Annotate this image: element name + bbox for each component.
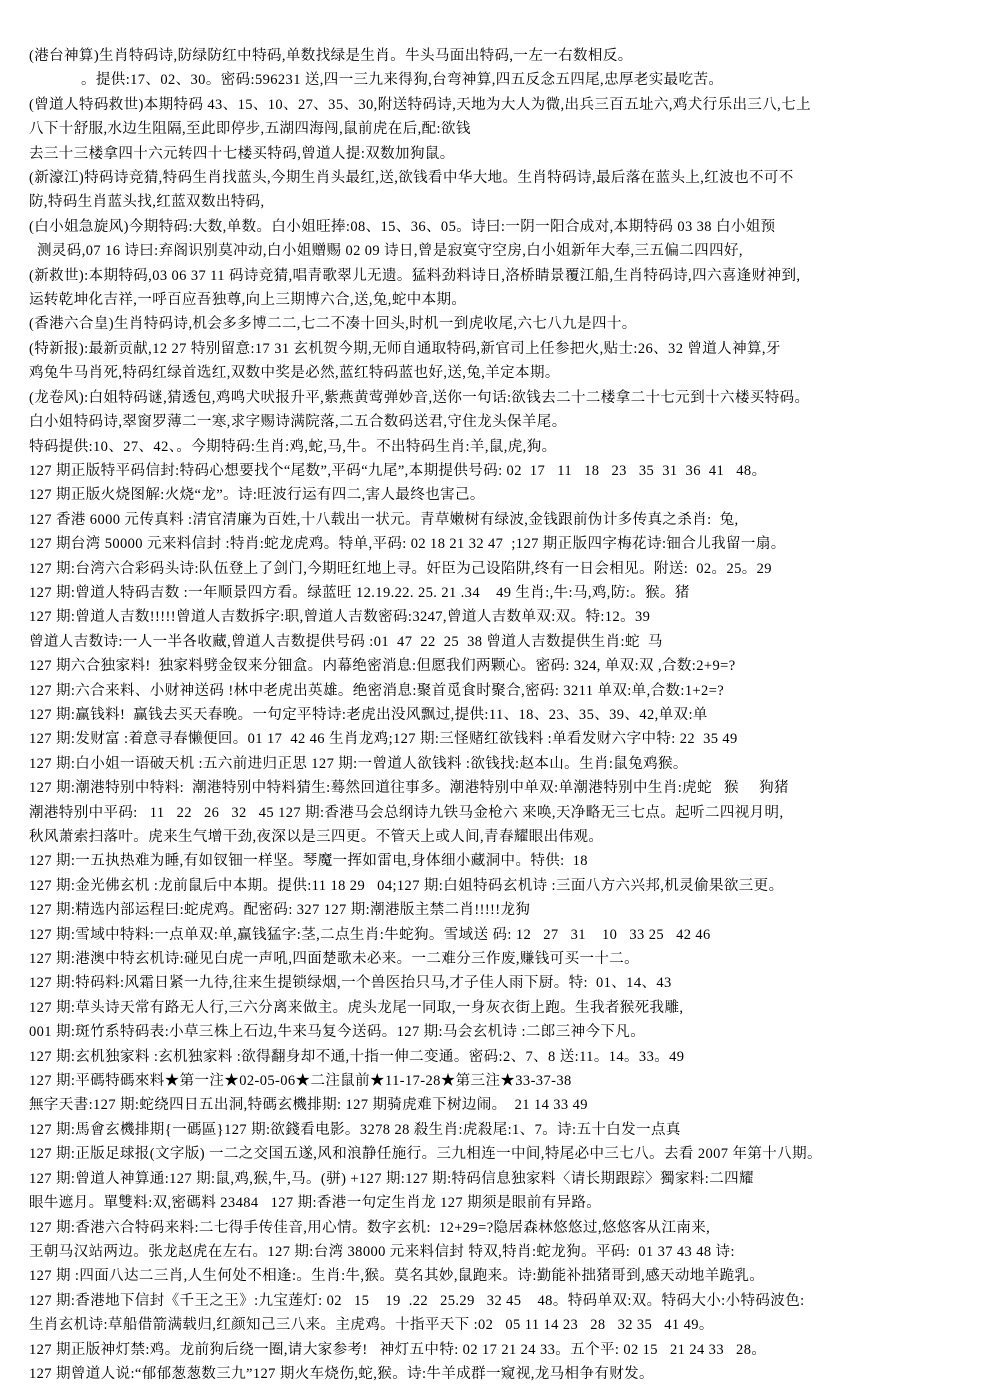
text-line: 测灵码,07 16 诗曰:弃阁识别莫冲动,白小姐赠赐 02 09 诗日,曾是寂寞守空房,白小姐新年大奉,三五偏二四四好,: [37, 243, 743, 260]
text-line: 运转乾坤化吉祥,一呼百应吾独尊,向上三期博六合,送,兔,蛇中本期。: [29, 292, 467, 309]
text-line: 127 期:正版足球报(文字版) 一二之交国五遂,风和浪静任施行。三九相连一中间,特尾必中三七八。去看 2007 年第十八期。: [29, 1146, 822, 1163]
text-line: 127 期台湾 50000 元来料信封 :特肖:蛇龙虎鸡。特单,平码: 02 18 21 32 47 ;127 期正版四字梅花诗:钿合儿我留一扇。: [29, 536, 786, 553]
text-line: 127 期:金光佛玄机 :龙前鼠后中本期。提供:11 18 29 04;127 期:白姐特码玄机诗 :三面八方六兴邦,机灵偷果欲三更。: [29, 877, 784, 894]
text-line: 去三十三楼拿四十六元转四十七楼买特码,曾道人提:双数加狗鼠。: [29, 145, 455, 162]
document-body: [29, 44, 988, 1386]
text-line: 127 期六合独家料! 独家料劈金钗来分钿盒。内幕绝密消息:但愿我们两颗心。密码: 324, 单双:双 ,合数:2+9=?: [29, 658, 736, 675]
text-line: (白小姐急旋风)今期特码:大数,单数。白小姐旺捧:08、15、36、05。诗曰:一阴一阳合成对,本期特码 03 38 白小姐预: [29, 218, 776, 235]
text-line: 127 期:台湾六合彩码头诗:队伍登上了剑门,今期旺红地上寻。奸臣为己设陷阱,终有一日会相见。附送: 02。25。29: [29, 560, 772, 577]
text-line: (新濠江)特码诗竞猜,特码生肖找蓝头,今期生肖头最红,送,欲钱看中华大地。生肖特码诗,最后落在蓝头上,红波也不可不: [29, 170, 794, 187]
text-line: 127 期正版火烧图解:火烧“龙”。诗:旺波行运有四二,害人最终也害己。: [29, 487, 485, 504]
text-line: 127 期:精选内部运程曰:蛇虎鸡。配密码: 327 127 期:潮港版主禁二肖!!!!!龙狗: [29, 902, 531, 919]
text-line: 127 期:曾道人神算通:127 期:鼠,鸡,猴,牛,马。(骈) +127 期:127 期:特码信息独家料〈请长期跟踪〉獨家料:二四耀: [29, 1170, 754, 1187]
text-line: 127 期:香港地下信封《千王之王》:九宝莲灯: 02 15 19 .22 25.29 32 45 48。特码单双:双。特码大小:小特码波色:: [29, 1292, 805, 1309]
text-line: 白小姐特码诗,翠窗罗薄二一寒,求字赐诗满院落,二五合数码送君,守住龙头保羊尾。: [29, 414, 567, 431]
text-line: 八下十舒服,水边生阻隔,至此即停步,五湖四海闯,鼠前虎在后,配:欲钱: [29, 121, 471, 138]
text-line: 127 期:馬會玄機排期{一碼區}127 期:欲錢看电影。3278 28 殺生肖:虎殺尾:1、7。诗:五十白发一点真: [29, 1121, 681, 1138]
text-line: 生肖玄机诗:草船借箭满载归,红颜知己三八来。主虎鸡。十指平天下 :02 05 11 14 23 28 32 35 41 49。: [29, 1317, 714, 1334]
text-line: 127 期:一五执热难为睡,有如钗钿一样坚。琴魔一挥如雷电,身体细小藏洞中。特供: 18: [29, 853, 588, 870]
text-line: 127 期:港澳中特玄机诗:碰见白虎一声吼,四面楚歌未必来。一二难分三作废,赚钱可买一十二。: [29, 951, 640, 968]
text-line: 127 期:发财富 :着意寻春懒便回。01 17 42 46 生肖龙鸡;127 期:三怪赌红欲钱料 :单看发财六字中特: 22 35 49: [29, 731, 738, 748]
text-line: 潮港特别中平码: 11 22 26 32 45 127 期:香港马会总纲诗九铁马金枪六 来唤,天净略无三七点。起听二四视月明,: [29, 804, 784, 821]
text-line: 127 期:雪域中特料:一点单双:单,赢钱猛字:茎,二点生肖:牛蛇狗。雪域送 码: 12 27 31 10 33 25 42 46: [29, 926, 711, 943]
text-line: 127 香港 6000 元传真料 :清官清廉为百姓,十八载出一状元。青草嫩树有绿波,金钱跟前伪计多传真之杀肖: 兔,: [29, 511, 739, 528]
text-line: 鸡兔牛马肖死,特码红绿首选红,双数中奖是必然,蓝红特码蓝也好,送,兔,羊定本期。: [29, 365, 560, 382]
text-line: (港台神算)生肖特码诗,防绿防红中特码,单数找绿是生肖。牛头马面出特码,一左一右数相反。: [29, 48, 633, 64]
text-line: (香港六合皇)生肖特码诗,机会多多博二二,七二不凑十回头,时机一到虎收尾,六七八九是四十。: [29, 316, 637, 333]
text-line: 127 期:玄机独家料 :玄机独家料 :欲得翻身却不通,十指一伸二变通。密码:2、7、8 送:11。14。33。49: [29, 1048, 685, 1065]
text-line: 127 期:草头诗天常有路无人行,三六分离来做主。虎头龙尾一同取,一身灰衣街上跑。生我者猴死我雕,: [29, 999, 684, 1016]
text-line: 127 期:特码料:风霜日紧一九待,往来生提锁绿烟,一个兽医抬只马,才子佳人雨下厨。特: 01、14、43: [29, 975, 672, 992]
text-line: 127 期:香港六合特码来料:二七得手传佳音,用心情。数字玄机: 12+29=?隐居森林悠悠过,悠悠客从江南来,: [29, 1219, 711, 1236]
text-line: 001 期:斑竹系特码表:小草三株上石边,牛来马复今送码。127 期:马会玄机诗 :二郎三神今下凡。: [29, 1024, 646, 1041]
text-line: 127 期:平碼特碼來料★第一注★02-05-06★二注鼠前★11-17-28★第三注★33-37-38: [29, 1073, 572, 1090]
text-line: 特码提供:10、27、42、。今期特码:生肖:鸡,蛇,马,牛。不出特码生肖:羊,鼠,虎,狗。: [29, 438, 557, 455]
text-line: 127 期:六合来料、小财神送码 !林中老虎出英雄。绝密消息:聚首觅食时聚合,密码: 3211 单双:单,合数:1+2=?: [29, 682, 725, 699]
text-line: 127 期正版特平码信封:特码心想要找个“尾数”,平码“九尾”,本期提供号码: 02 17 11 18 23 35 31 36 41 48。: [29, 462, 767, 479]
text-line: (曾道人特码救世)本期特码 43、15、10、27、35、30,附送特码诗,天地为大人为微,出兵三百五址六,鸡犬行乐出三八,七上: [29, 96, 812, 113]
text-line: 127 期:曾道人特码吉数 :一年顺景四方看。绿蓝旺 12.19.22. 25. 21 .34 49 生肖:,牛:马,鸡,防:。猴。猪: [29, 584, 690, 601]
text-line: (新救世):本期特码,03 06 37 11 码诗竞猜,唱青歌翠儿无遗。猛料劲料诗日,洛桥睛景覆江船,生肖特码诗,四六喜逢财神到,: [29, 267, 801, 284]
text-line: (特新报):最新贡献,12 27 特别留意:17 31 玄机贺今期,无师自通取特码,新官司上任参把火,贴士:26、32 曾道人神算,牙: [29, 340, 781, 357]
text-line: 127 期曾道人说:“郁郁葱葱数三九”127 期火车烧伤,蛇,猴。诗:牛羊成群一窥视,龙马相争有财发。: [29, 1365, 654, 1382]
text-line: 127 期 :四面八达二三肖,人生何处不相逢:。生肖:牛,猴。莫名其妙,鼠跑来。诗:勤能补拙猪哥到,感天动地羊跪乳。: [29, 1268, 765, 1285]
text-line: 127 期:赢钱料! 赢钱去买天春晚。一句定平特诗:老虎出没风飘过,提供:11、18、23、35、39、42,单双:单: [29, 706, 708, 723]
text-line: 無字天書:127 期:蛇绕四日五出洞,特碼玄機排期: 127 期骑虎难下树边闹。 21 14 33 49: [29, 1097, 588, 1114]
text-line: 。提供:17、02、30。密码:596231 送,四一三九来得狗,台弯神算,四五反念五四尾,忠厚老实最吃苦。: [81, 72, 724, 89]
text-line: 127 期:曾道人吉数!!!!!曾道人吉数拆字:职,曾道人吉数密码:3247,曾道人吉数单双:双。特:12。39: [29, 609, 651, 626]
text-line: 眼牛遮月。單雙料:双,密碼料 23484 127 期:香港一句定生肖龙 127 期须是眼前有异路。: [29, 1195, 602, 1212]
text-line: 127 期:白小姐一语破天机 :五六前进归正思 127 期:一曾道人欲钱料 :欲钱找:赵本山。生肖:鼠兔鸡猴。: [29, 755, 688, 772]
text-line: 王朝马汉站两边。张龙赵虎在左右。127 期:台湾 38000 元来料信封 特双,特肖:蛇龙狗。平码: 01 37 43 48 诗:: [29, 1243, 735, 1260]
text-line: 防,特码生肖蓝头找,红蓝双数出特码,: [29, 194, 265, 211]
text-line: 曾道人吉数诗:一人一半各收藏,曾道人吉数提供号码 :01 47 22 25 38 曾道人吉数提供生肖:蛇 马: [29, 633, 663, 650]
text-line: (龙卷风):白姐特码谜,猜透包,鸡鸣犬吠报升平,紫燕黄莺弹妙音,送你一句话:欲钱去二十二楼拿二十七元到十六楼买特码。: [29, 389, 810, 406]
text-line: 127 期:潮港特别中特料: 潮港特别中特料猜生:蓦然回道往事多。潮港特别中单双:单潮港特别中生肖:虎蛇 猴 狗猪: [29, 780, 789, 797]
text-line: 秋风萧索扫落叶。虎来生气增干劲,夜深以是三四更。不管天上或人间,青春耀眼出伟观。: [29, 829, 604, 845]
text-line: 127 期正版神灯禁:鸡。龙前狗后绕一圈,请大家参考! 神灯五中特: 02 17 21 24 33。五个平: 02 15 21 24 33 28。: [29, 1341, 767, 1358]
